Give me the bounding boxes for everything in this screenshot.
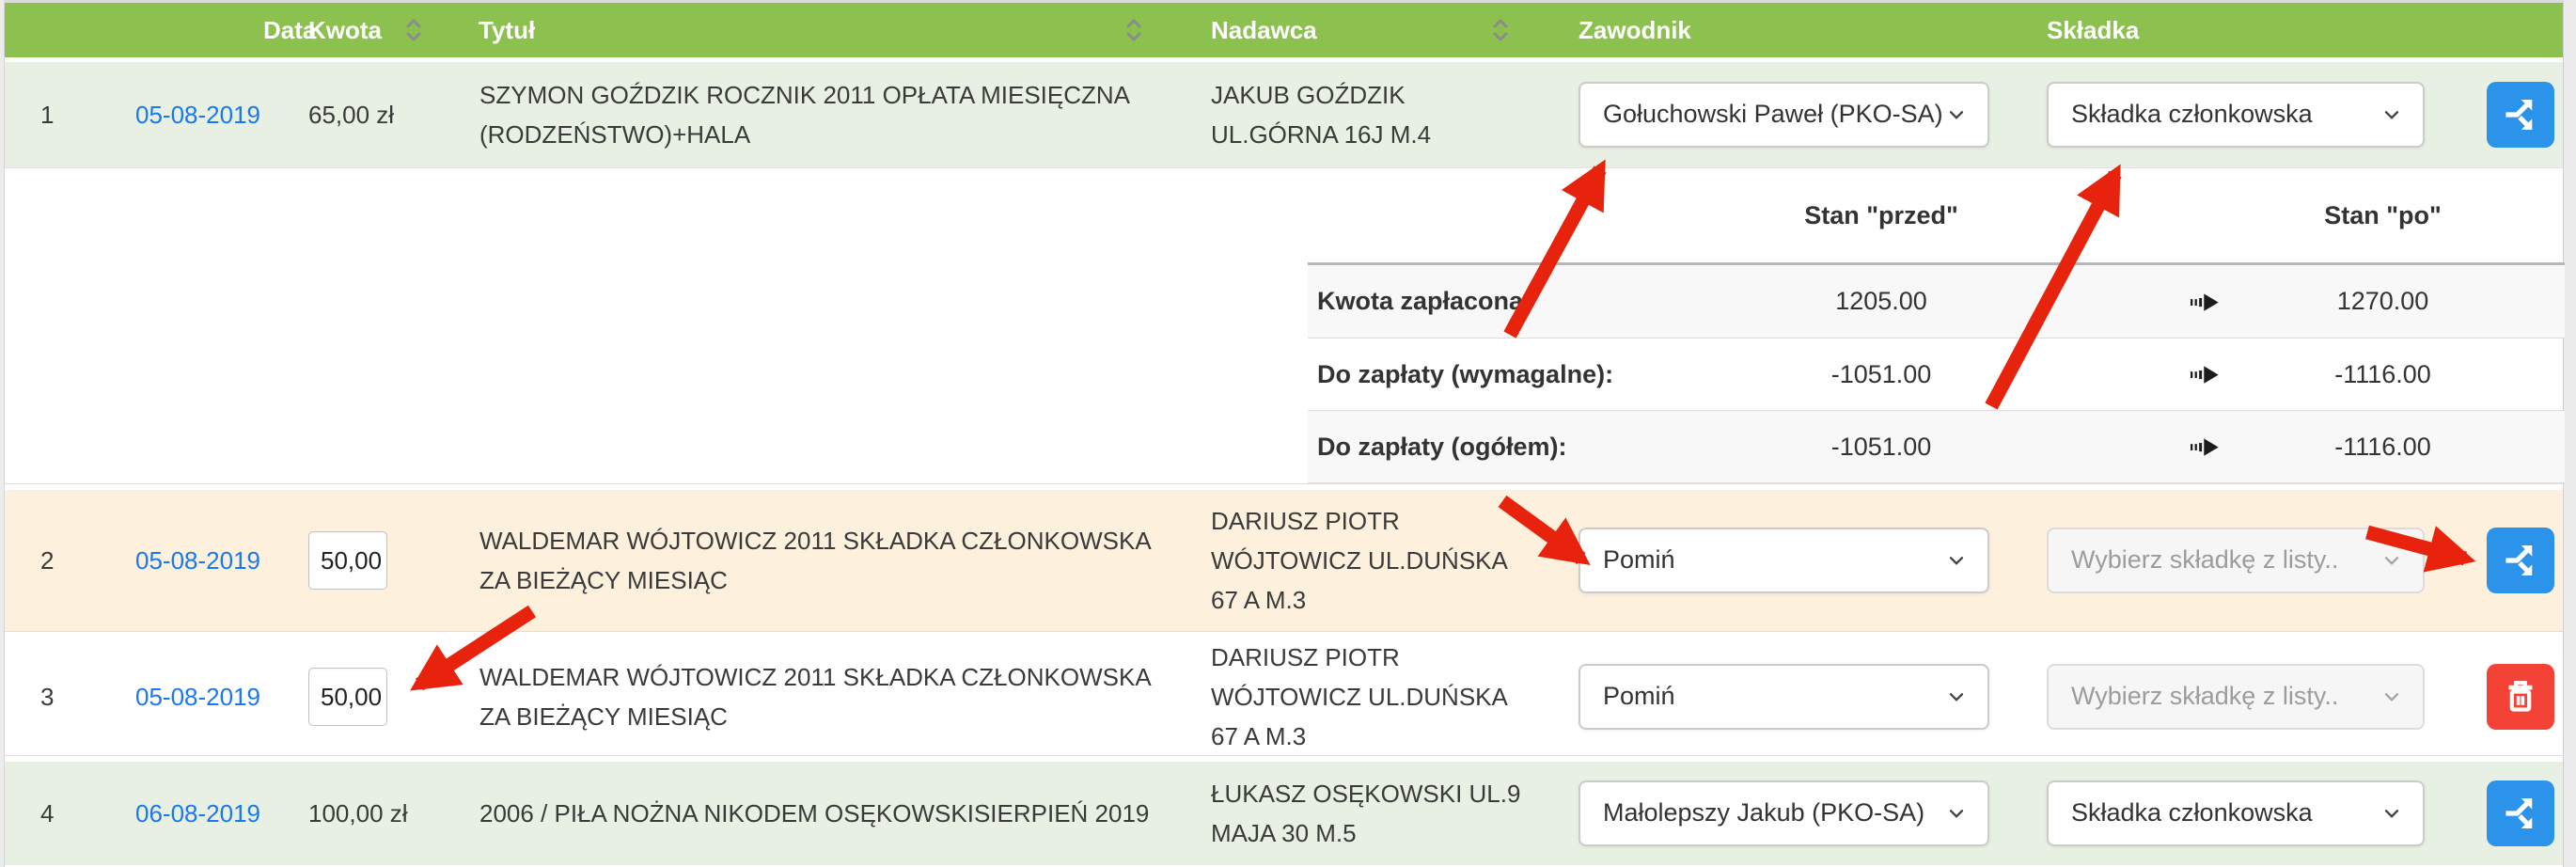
player-select[interactable] — [1579, 528, 1989, 593]
date-link[interactable]: 05-08-2019 — [135, 545, 260, 575]
split-icon — [2500, 793, 2541, 834]
row-number: 2 — [40, 545, 55, 575]
transfer-arrow-icon — [2191, 361, 2221, 387]
table-row — [5, 490, 2563, 631]
divider — [5, 631, 2563, 638]
header-cell-skladka — [2046, 3, 2483, 57]
chevron-down-icon — [1944, 102, 1969, 127]
chevron-down-icon — [1944, 801, 1969, 826]
table-row — [5, 762, 2563, 865]
amount-input[interactable] — [308, 531, 387, 590]
fee-select[interactable] — [2047, 82, 2425, 148]
fee-select-value: Składka członkowska — [2071, 100, 2313, 129]
player-select-value: Pomiń — [1603, 545, 1675, 575]
player-select-value: Pomiń — [1603, 682, 1675, 711]
details-label: Do zapłaty (wymagalne): — [1317, 359, 1614, 388]
trash-icon — [2500, 676, 2541, 717]
balance-details-panel — [5, 167, 2563, 483]
header-label-nadawca: Nadawca — [1211, 15, 1317, 44]
row-number: 3 — [40, 683, 55, 712]
divider — [5, 483, 2563, 490]
fee-select[interactable] — [2047, 780, 2425, 846]
fee-select-placeholder: Wybierz składkę z listy.. — [2071, 545, 2339, 575]
chevron-down-icon — [1944, 685, 1969, 709]
chevron-down-icon — [1944, 548, 1969, 573]
header-label-skladka: Składka — [2047, 15, 2140, 44]
transfer-title: WALDEMAR WÓJTOWICZ 2011 SKŁADKA CZŁONKOWSKA ZA BIEŻĄCY MIESIĄC — [479, 663, 1151, 732]
transfer-title: SZYMON GOŹDZIK ROCZNIK 2011 OPŁATA MIESIĘCZNA (RODZEŃSTWO)+HALA — [479, 80, 1129, 149]
transfer-title: WALDEMAR WÓJTOWICZ 2011 SKŁADKA CZŁONKOWSKA ZA BIEŻĄCY MIESIĄC — [479, 526, 1151, 594]
split-icon — [2500, 94, 2541, 135]
date-link[interactable]: 05-08-2019 — [135, 100, 260, 129]
player-select[interactable] — [1579, 82, 1989, 148]
transfer-title: 2006 / PIŁA NOŻNA NIKODEM OSĘKOWSKISIERPIEŃ 2019 — [479, 798, 1150, 828]
amount-text: 65,00 zł — [308, 100, 395, 129]
player-select[interactable] — [1579, 664, 1989, 730]
split-button[interactable] — [2487, 780, 2554, 846]
sender-text: DARIUSZ PIOTR WÓJTOWICZ UL.DUŃSKA 67 A M.3 — [1211, 643, 1507, 751]
player-select-value: Gołuchowski Paweł (PKO-SA) — [1603, 100, 1943, 129]
details-label: Do zapłaty (ogółem): — [1317, 432, 1567, 461]
header-cell-actions — [2483, 3, 2565, 57]
table-row — [5, 638, 2563, 755]
amount-text: 100,00 zł — [308, 798, 408, 828]
chevron-down-icon — [2380, 548, 2404, 573]
sort-icon[interactable] — [1126, 19, 1141, 41]
split-icon — [2500, 540, 2541, 581]
sort-icon[interactable] — [1493, 19, 1508, 41]
chevron-down-icon — [2380, 685, 2404, 709]
header-cell-kwota[interactable] — [306, 3, 476, 57]
transfer-arrow-icon — [2191, 289, 2221, 315]
fee-select-placeholder: Wybierz składkę z listy.. — [2071, 682, 2339, 711]
details-col-before: Stan "przed" — [1804, 200, 1958, 229]
details-row — [1308, 410, 2565, 482]
details-label: Kwota zapłacona: — [1317, 287, 1532, 315]
delete-button[interactable] — [2487, 664, 2554, 730]
split-button[interactable] — [2487, 528, 2554, 593]
header-cell-nadawca[interactable] — [1209, 3, 1576, 57]
transfer-arrow-icon — [2191, 434, 2221, 460]
header-cell-num — [5, 3, 133, 57]
details-value-before: 1205.00 — [1835, 287, 1927, 315]
details-row — [1308, 338, 2565, 410]
table-row — [5, 62, 2563, 167]
chevron-down-icon — [2380, 801, 2404, 826]
details-value-after: -1116.00 — [2334, 359, 2431, 388]
details-header — [1308, 168, 2565, 262]
header-label-data: Data — [263, 15, 317, 44]
table-header — [5, 3, 2563, 57]
row-number: 4 — [40, 798, 55, 828]
header-cell-zawodnik — [1576, 3, 2046, 57]
details-value-before: -1051.00 — [1830, 359, 1932, 388]
row-number: 1 — [40, 100, 55, 129]
header-cell-tytul[interactable] — [476, 3, 1209, 57]
details-value-after: -1116.00 — [2334, 432, 2431, 461]
header-label-kwota: Kwota — [308, 15, 382, 44]
amount-input[interactable] — [308, 668, 387, 726]
chevron-down-icon — [2380, 102, 2404, 127]
sort-icon[interactable] — [406, 19, 421, 41]
sender-text: DARIUSZ PIOTR WÓJTOWICZ UL.DUŃSKA 67 A M.3 — [1211, 506, 1507, 615]
fee-select — [2047, 664, 2425, 730]
header-label-tytul: Tytuł — [479, 15, 536, 44]
date-link[interactable]: 06-08-2019 — [135, 798, 260, 828]
sender-text: ŁUKASZ OSĘKOWSKI UL.9 MAJA 30 M.5 — [1211, 779, 1521, 847]
details-value-after: 1270.00 — [2336, 287, 2429, 315]
header-cell-data[interactable] — [133, 3, 317, 57]
payments-table — [4, 0, 2564, 867]
header-label-zawodnik: Zawodnik — [1579, 15, 1691, 44]
details-col-after: Stan "po" — [2324, 200, 2442, 229]
player-select-value: Małolepszy Jakub (PKO-SA) — [1603, 798, 1925, 828]
date-link[interactable]: 05-08-2019 — [135, 683, 260, 712]
split-button[interactable] — [2487, 82, 2554, 148]
fee-select — [2047, 528, 2425, 593]
details-value-before: -1051.00 — [1830, 432, 1932, 461]
player-select[interactable] — [1579, 780, 1989, 846]
fee-select-value: Składka członkowska — [2071, 798, 2313, 828]
details-row — [1308, 265, 2565, 338]
sender-text: JAKUB GOŹDZIK UL.GÓRNA 16J M.4 — [1211, 80, 1432, 149]
